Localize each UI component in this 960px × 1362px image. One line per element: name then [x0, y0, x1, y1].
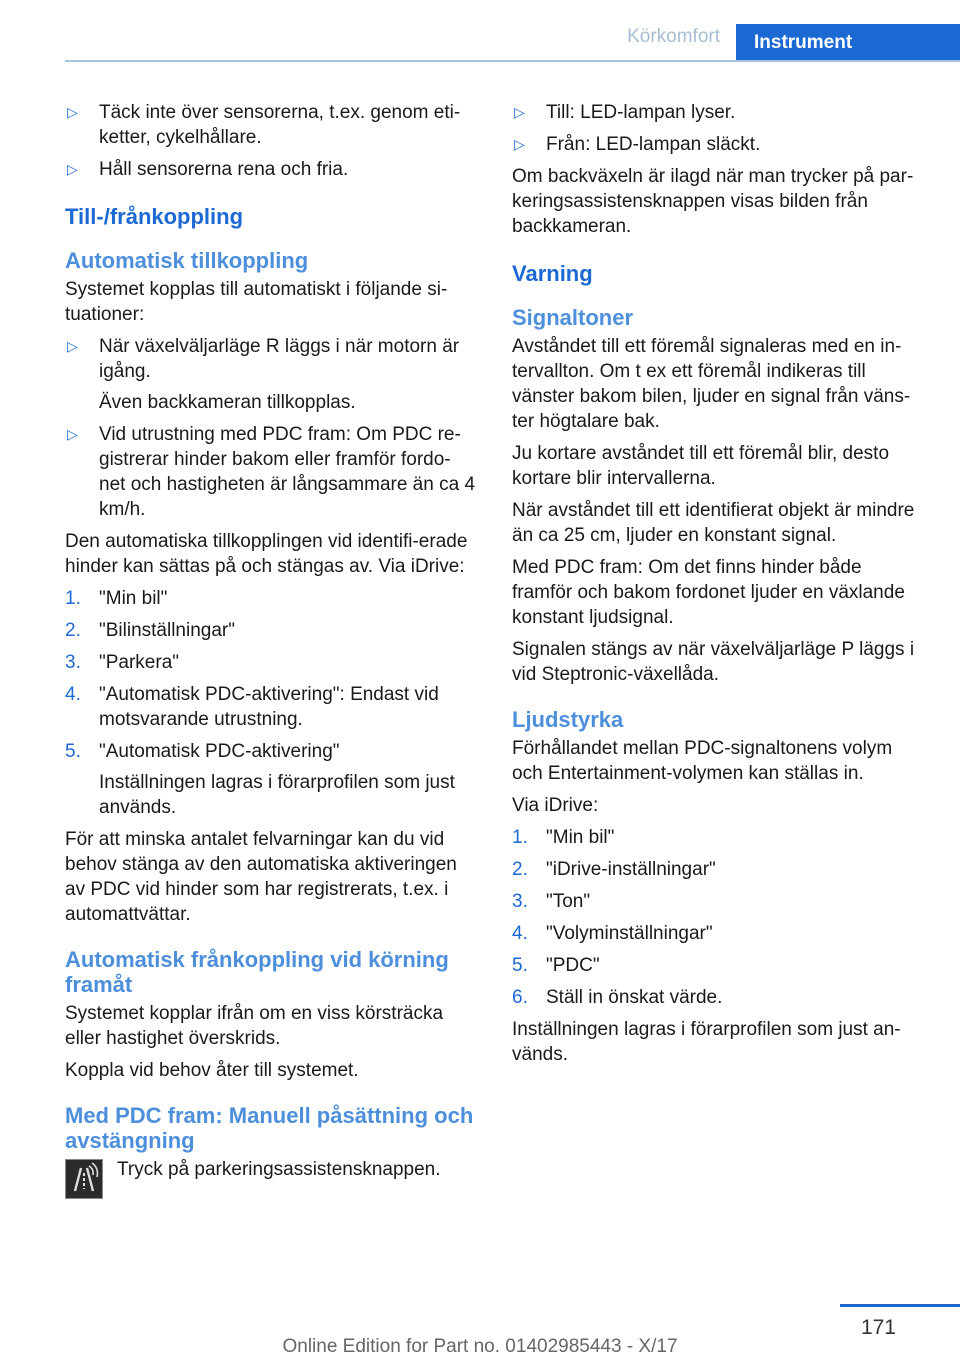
triangle-right-icon: ▷ — [67, 338, 78, 354]
section-heading-varning: Varning — [512, 261, 593, 286]
left-column — [65, 100, 477, 1199]
list-item-note: Inställningen lagras i förarprofilen som just används. — [99, 772, 455, 818]
list-item: 1. "Min bil" — [65, 588, 168, 609]
right-column — [512, 100, 926, 1074]
heading-signal: Signaltoner — [512, 305, 634, 330]
list-item: 6. Ställ in önskat värde. — [512, 987, 723, 1008]
list-item: ▷ När växelväljarläge R läggs i när motorn är igång. Även backkameran tillkopplas. — [65, 334, 477, 415]
volume-steps — [512, 825, 926, 1010]
list-item: 2. "iDrive-inställningar" — [512, 859, 716, 880]
parking-assist-button-icon — [65, 1159, 103, 1199]
manual-instruction — [65, 1157, 477, 1199]
list-item: ▷ Täck inte över sensorerna, t.ex. genom eti-ketter, cykelhållare. — [67, 102, 461, 148]
footer-edition: Online Edition for Part no. 01402985443 - X/17 — [282, 1336, 678, 1357]
section-tab-instrument[interactable]: Instrument — [736, 24, 960, 62]
list-item: ▷ Håll sensorerna rena och fria. — [67, 159, 349, 180]
list-item: 4. "Volyminställningar" — [512, 923, 713, 944]
auto-off-p1: Systemet kopplar ifrån om en viss körsträcka eller hastighet överskrids. — [65, 1003, 444, 1049]
auto-on-intro: Systemet kopplas till automatiskt i följande si-tuationer: — [65, 279, 448, 325]
signal-p2: Ju kortare avståndet till ett föremål blir, desto kortare blir intervallerna. — [512, 443, 890, 489]
list-item: 4. "Automatisk PDC-aktivering": Endast vid motsvarande utrustning. — [65, 684, 439, 730]
auto-off-p2: Koppla vid behov åter till systemet. — [65, 1060, 359, 1081]
list-item: 1. "Min bil" — [512, 827, 615, 848]
section-heading-koppling: Till-/frånkoppling — [65, 204, 244, 229]
list-item: 5. "PDC" — [512, 955, 600, 976]
heading-manual: Med PDC fram: Manuell påsättning och avstängning — [65, 1103, 474, 1153]
list-item: 3. "Parkera" — [65, 652, 180, 673]
led-bullets — [512, 100, 926, 157]
footer-rule — [840, 1304, 960, 1307]
manual-instruction-text: Tryck på parkeringsassistensknappen. — [117, 1159, 441, 1180]
signal-p3: När avståndet till ett identifierat objekt är mindre än ca 25 cm, ljuder en konstant signal. — [512, 500, 915, 546]
volume-p3: Inställningen lagras i förarprofilen som just an-vänds. — [512, 1019, 901, 1065]
section-tab-komfort[interactable]: Körkomfort — [627, 26, 720, 47]
auto-on-para2: För att minska antalet felvarningar kan du vid behov stänga av den automatiska aktiveringen av PDC vid hinder som har registrerats, t.ex. i automattvättar. — [65, 829, 457, 925]
sensor-bullets — [65, 100, 477, 182]
list-item-note: Även backkameran tillkopplas. — [99, 392, 356, 413]
parking-assist-glyph — [66, 1160, 102, 1198]
volume-p1: Förhållandet mellan PDC-signaltonens volym och Entertainment-volymen kan ställas in. — [512, 738, 893, 784]
list-item: ▷ Vid utrustning med PDC fram: Om PDC re-gistrerar hinder bakom eller framför fordo-net och hastigheten är långsammare än ca 4 km/h. — [67, 424, 476, 520]
signal-p4: Med PDC fram: Om det finns hinder både framför och bakom fordonet ljuder en växlande konstant ljudsignal. — [512, 557, 905, 628]
signal-p1: Avståndet till ett föremål signaleras med en in-tervallton. Om t ex ett föremål indikeras till vänster bakom bilen, ljuder en signal från väns-ter högtalare bak. — [512, 336, 911, 432]
triangle-right-icon: ▷ — [514, 104, 525, 120]
auto-on-bullets — [65, 334, 477, 522]
header-rule — [65, 60, 960, 62]
reverse-camera-para: Om backväxeln är ilagd när man trycker på par-keringsassistensknappen visas bilden från backkameran. — [512, 166, 914, 237]
page-number: 171 — [860, 1316, 896, 1339]
list-item: 5. "Automatisk PDC-aktivering" Inställningen lagras i förarprofilen som just används. — [65, 739, 477, 820]
triangle-right-icon: ▷ — [67, 426, 78, 442]
heading-volume: Ljudstyrka — [512, 707, 624, 732]
list-item: ▷ Till: LED-lampan lyser. — [514, 102, 736, 123]
page-header — [0, 0, 960, 62]
list-item: 3. "Ton" — [512, 891, 591, 912]
triangle-right-icon: ▷ — [67, 161, 78, 177]
heading-auto-on: Automatisk tillkoppling — [65, 248, 309, 273]
heading-auto-off: Automatisk frånkoppling vid körning framåt — [65, 947, 449, 997]
auto-on-steps — [65, 586, 477, 820]
signal-p5: Signalen stängs av när växelväljarläge P läggs i vid Steptronic-växellåda. — [512, 639, 915, 685]
triangle-right-icon: ▷ — [514, 136, 525, 152]
list-item: ▷ Från: LED-lampan släckt. — [514, 134, 761, 155]
triangle-right-icon: ▷ — [67, 104, 78, 120]
volume-p2: Via iDrive: — [512, 795, 599, 816]
auto-on-para: Den automatiska tillkopplingen vid identifi-erade hinder kan sättas på och stängas av. Via iDrive: — [65, 531, 468, 577]
list-item: 2. "Bilinställningar" — [65, 620, 235, 641]
